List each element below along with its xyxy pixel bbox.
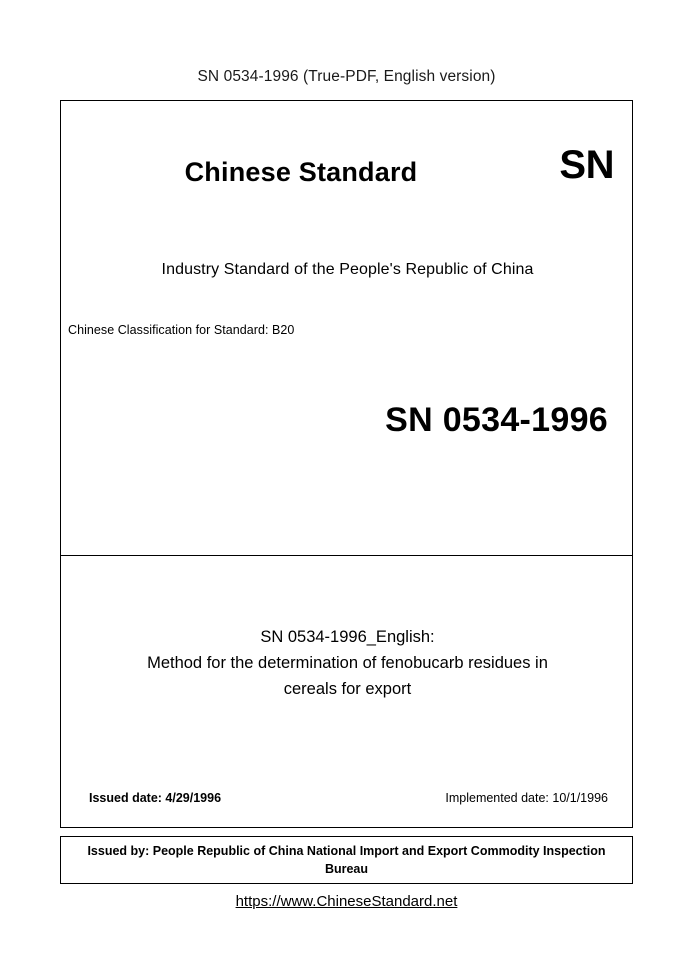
issuer-box: [60, 836, 633, 884]
page-title: Chinese Standard: [184, 157, 418, 187]
sn-logo: SN: [559, 143, 614, 187]
description-line-2: Method for the determination of fenobucarb residues in: [147, 654, 548, 672]
implemented-date: Implemented date: 10/1/1996: [445, 791, 608, 805]
standard-subtitle: Industry Standard of the People's Republic of China: [161, 261, 534, 278]
date-row: [61, 791, 634, 809]
description-line-1: SN 0534-1996_English:: [260, 628, 435, 646]
page-top-caption: SN 0534-1996 (True-PDF, English version): [197, 68, 496, 85]
issued-date: Issued date: 4/29/1996: [89, 791, 222, 805]
cover-header-box: [60, 100, 633, 556]
classification-code: Chinese Classification for Standard: B20: [68, 323, 295, 337]
standard-number: SN 0534-1996: [385, 401, 608, 439]
footer-website-link[interactable]: https://www.ChineseStandard.net: [235, 893, 458, 910]
description-line-3: cereals for export: [283, 680, 412, 698]
standard-description: [95, 624, 600, 702]
cover-description-box: [60, 556, 633, 828]
issuer-text: Issued by: People Republic of China National Import and Export Commodity Inspection Bureau: [87, 844, 606, 876]
title-row: [61, 143, 634, 209]
